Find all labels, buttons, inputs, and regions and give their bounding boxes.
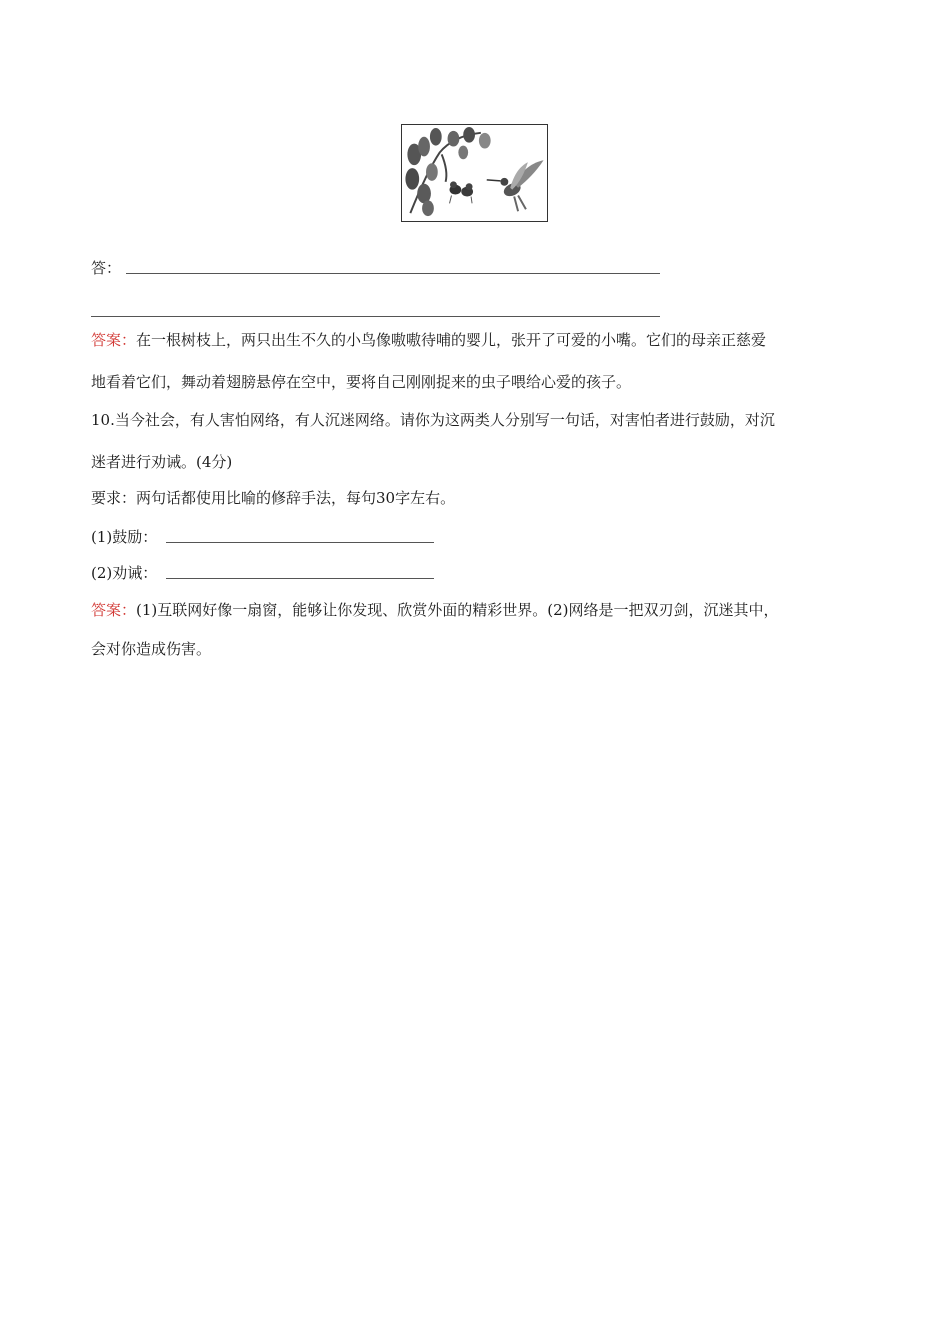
requirement-text: 要求：两句话都使用比喻的修辞手法，每句30字左右。 <box>91 489 456 507</box>
question-10-line-1 <box>91 410 775 430</box>
answer-key-label: 答案： <box>91 331 137 349</box>
answer-key-text: 会对你造成伤害。 <box>91 640 212 658</box>
q9-answer-key-line-2 <box>91 372 631 392</box>
question-text: 迷者进行劝诫。(4分) <box>91 453 233 471</box>
answer-key-text: 地看着它们，舞动着翅膀悬停在空中，要将自己刚刚捉来的虫子喂给心爱的孩子。 <box>91 373 632 391</box>
requirement-line <box>91 488 455 508</box>
question-10-line-2 <box>91 452 232 472</box>
answer-key-text: (1)互联网好像一扇窗，能够让你发现、欣赏外面的精彩世界。(2)网络是一把双刃剑，沉迷其中， <box>136 601 779 619</box>
answer-line-1 <box>91 258 121 278</box>
q9-answer-key-line-1 <box>91 330 766 350</box>
bird-branch-icon <box>402 125 547 221</box>
question-text: 10.当今社会，有人害怕网络，有人沉迷网络。请你为这两类人分别写一句话，对害怕者进行鼓励，对沉 <box>91 411 775 429</box>
encourage-item <box>91 527 157 547</box>
answer-blank-2[interactable] <box>91 316 660 317</box>
answer-key-label: 答案： <box>91 601 137 619</box>
encourage-blank[interactable] <box>166 542 434 543</box>
admonish-label: (2)劝诫： <box>91 564 158 582</box>
admonish-blank[interactable] <box>166 578 434 579</box>
encourage-label: (1)鼓励： <box>91 528 158 546</box>
answer-key-text: 在一根树枝上，两只出生不久的小鸟像嗷嗷待哺的婴儿，张开了可爱的小嘴。它们的母亲正慈爱 <box>136 331 767 349</box>
answer-blank-1[interactable] <box>126 273 660 274</box>
answer-prefix: 答： <box>91 259 122 277</box>
hummingbird-illustration <box>401 124 548 222</box>
q10-answer-key-line-1 <box>91 600 779 620</box>
admonish-item <box>91 563 157 583</box>
q10-answer-key-line-2 <box>91 639 211 659</box>
